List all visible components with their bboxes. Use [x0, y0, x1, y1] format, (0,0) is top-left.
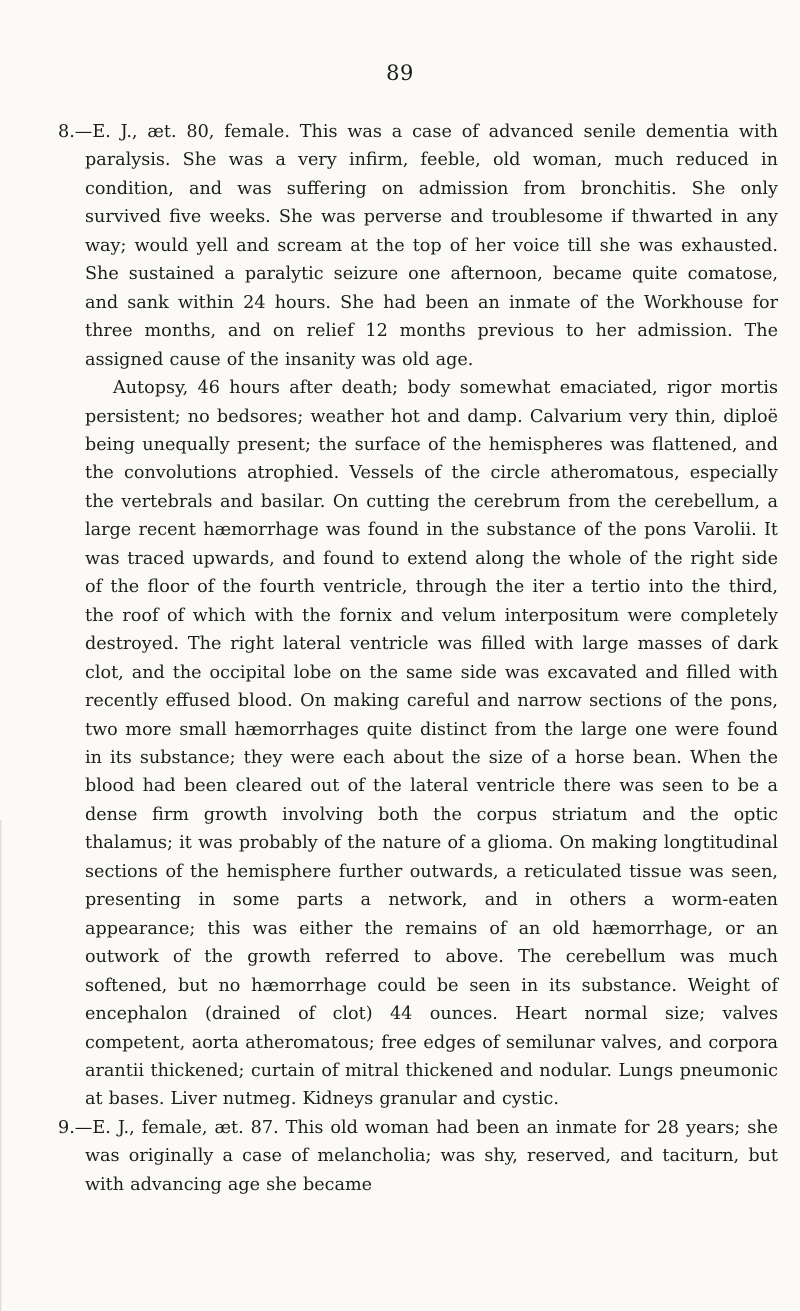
page-body [58, 118, 778, 1199]
case-9-history: 9.—E. J., female, æt. 87. This old woman had been an inmate for 28 years; she was originally a case of melancholia; was shy, reserved, and taciturn, but with advancing age she became [58, 1117, 778, 1195]
case-8-autopsy: Autopsy, 46 hours after death; body somewhat emaciated, rigor mortis persistent; no bedsores; weather hot and damp. Calvarium very thin, diploë being unequally present; the surface of the hemispheres was flattened, and the convolutions atrophied. Vessels of the circle atheromatous, especially the vertebrals and basilar. On cutting the cerebrum from the cerebellum, a large recent hæmorrhage was found in the substance of the pons Varolii. It was traced upwards, and found to extend along the whole of the right side of the floor of the fourth ventricle, through the iter a tertio into the third, the roof of which with the fornix and velum interpositum were completely destroyed. The right lateral ventricle was filled with large masses of dark clot, and the occipital lobe on the same side was excavated and filled with recently effused blood. On making careful and narrow sections of the pons, two more small hæmorrhages quite distinct from the large one were found in its substance; they were each about the size of a horse bean. When the blood had been cleared out of the lateral ventricle there was seen to be a dense firm growth involving both the corpus striatum and the optic thalamus; it was probably of the nature of a glioma. On making longtitudinal sections of the hemisphere further outwards, a reticulated tissue was seen, presenting in some parts a network, and in others a worm-eaten appearance; this was either the remains of an old hæmorrhage, or an outwork of the growth referred to above. The cerebellum was much softened, but no hæmorrhage could be seen in its substance. Weight of encephalon (drained of clot) 44 ounces. Heart normal size; valves competent, aorta atheromatous; free edges of semilunar valves, and corpora arantii thickened; curtain of mitral thickened and nodular. Lungs pneumonic at bases. Liver nutmeg. Kidneys granular and cystic. [85, 378, 778, 1110]
page-number: 89 [386, 61, 414, 85]
case-8-history: 8.—E. J., æt. 80, female. This was a case of advanced senile dementia with paralysis. She was a very infirm, feeble, old woman, much reduced in condition, and was suffering on admission from bronchitis. She only survived five weeks. She was perverse and troublesome if thwarted in any way; would yell and scream at the top of her voice till she was exhausted. She sustained a paralytic seizure one afternoon, became quite comatose, and sank within 24 hours. She had been an inmate of the Workhouse for three months, and on relief 12 months previous to her admission. The assigned cause of the insanity was old age. [58, 122, 778, 370]
page-edge-shadow [0, 820, 2, 1311]
